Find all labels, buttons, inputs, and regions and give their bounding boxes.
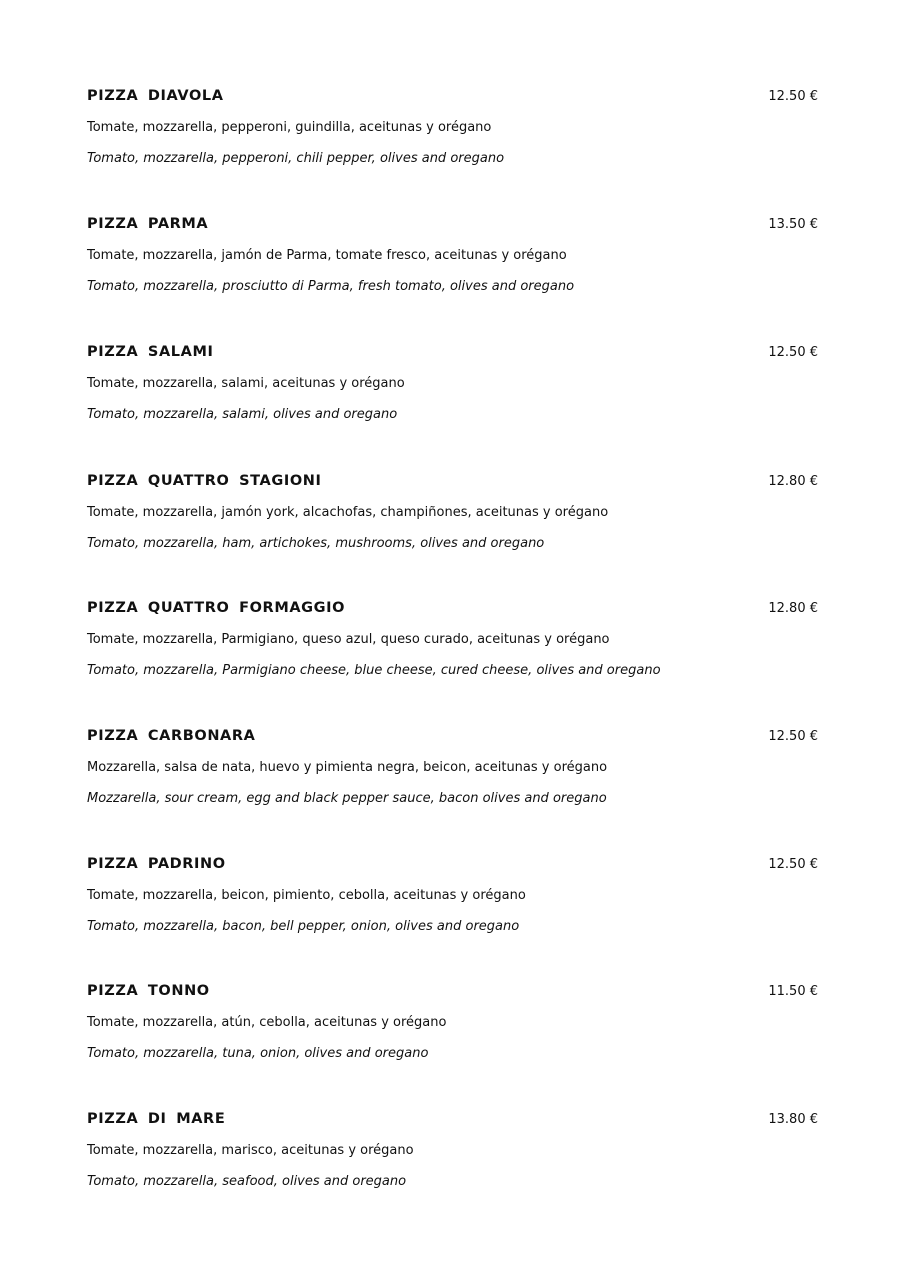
item-description-es: Mozzarella, salsa de nata, huevo y pimienta negra, beicon, aceitunas y orégano (87, 760, 608, 775)
item-description-es: Tomate, mozzarella, beicon, pimiento, cebolla, aceitunas y orégano (87, 888, 526, 903)
item-description-en: Tomato, mozzarella, Parmigiano cheese, blue cheese, cured cheese, olives and oregano (87, 663, 661, 678)
item-description-es: Tomate, mozzarella, jamón york, alcachofas, champiñones, aceitunas y orégano (87, 505, 609, 520)
item-description-en: Tomato, mozzarella, tuna, onion, olives and oregano (87, 1046, 429, 1061)
menu-item (87, 855, 818, 955)
item-price: 12.50 € (768, 89, 818, 104)
menu-item (87, 599, 818, 699)
item-price: 11.50 € (768, 984, 818, 999)
item-name: PIZZA QUATTRO STAGIONI (87, 473, 322, 489)
item-description-en: Tomato, mozzarella, ham, artichokes, mushrooms, olives and oregano (87, 536, 545, 551)
item-description-es: Tomate, mozzarella, marisco, aceitunas y orégano (87, 1143, 414, 1158)
item-description-en: Tomato, mozzarella, prosciutto di Parma, fresh tomato, olives and oregano (87, 279, 575, 294)
item-price: 12.50 € (768, 729, 818, 744)
item-description-en: Tomato, mozzarella, salami, olives and oregano (87, 407, 398, 422)
item-name: PIZZA DIAVOLA (87, 88, 224, 104)
item-price: 13.80 € (768, 1112, 818, 1127)
menu-item (87, 727, 818, 827)
item-price: 13.50 € (768, 217, 818, 232)
menu-item (87, 982, 818, 1082)
item-price: 12.80 € (768, 601, 818, 616)
item-description-es: Tomate, mozzarella, pepperoni, guindilla, aceitunas y orégano (87, 120, 492, 135)
item-name: PIZZA QUATTRO FORMAGGIO (87, 600, 346, 616)
item-price: 12.50 € (768, 345, 818, 360)
menu-item (87, 343, 818, 443)
item-description-en: Mozzarella, sour cream, egg and black pepper sauce, bacon olives and oregano (87, 791, 607, 806)
item-name: PIZZA PADRINO (87, 856, 226, 872)
item-name: PIZZA CARBONARA (87, 728, 256, 744)
item-description-en: Tomato, mozzarella, bacon, bell pepper, onion, olives and oregano (87, 919, 520, 934)
item-name: PIZZA PARMA (87, 216, 209, 232)
item-description-en: Tomato, mozzarella, pepperoni, chili pepper, olives and oregano (87, 151, 505, 166)
item-description-es: Tomate, mozzarella, salami, aceitunas y orégano (87, 376, 405, 391)
menu-item (87, 472, 818, 572)
item-description-es: Tomate, mozzarella, jamón de Parma, tomate fresco, aceitunas y orégano (87, 248, 567, 263)
menu-item (87, 215, 818, 315)
item-price: 12.80 € (768, 474, 818, 489)
item-name: PIZZA TONNO (87, 983, 210, 999)
menu-item (87, 87, 818, 187)
item-description-es: Tomate, mozzarella, Parmigiano, queso azul, queso curado, aceitunas y orégano (87, 632, 610, 647)
item-name: PIZZA SALAMI (87, 344, 214, 360)
menu-item (87, 1110, 818, 1210)
item-description-es: Tomate, mozzarella, atún, cebolla, aceitunas y orégano (87, 1015, 447, 1030)
item-price: 12.50 € (768, 857, 818, 872)
item-name: PIZZA DI MARE (87, 1111, 226, 1127)
item-description-en: Tomato, mozzarella, seafood, olives and oregano (87, 1174, 407, 1189)
